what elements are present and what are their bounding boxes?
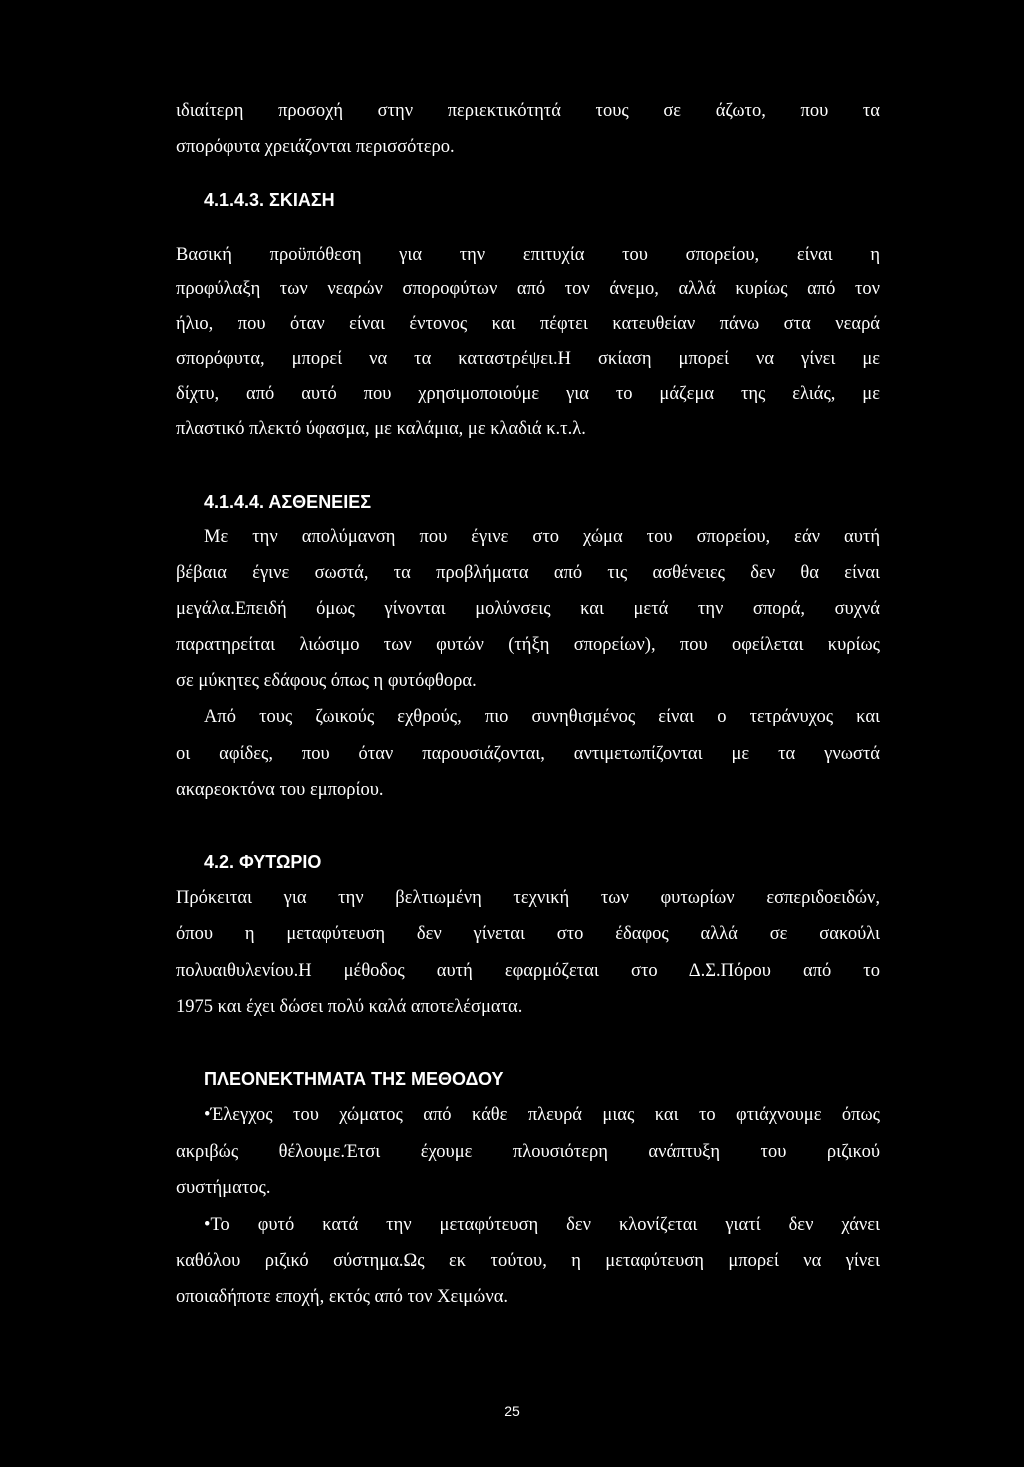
paragraph-line: πλαστικό πλεκτό ύφασμα, με καλάμια, με κλαδιά κ.τ.λ. xyxy=(176,419,586,439)
paragraph-line: παρατηρείται λιώσιμο των φυτών (τήξη σπορείων), που οφείλεται κυρίως xyxy=(176,635,880,655)
bullet-line: •Το φυτό κατά την μεταφύτευση δεν κλονίζεται γιατί δεν χάνει xyxy=(204,1215,880,1235)
paragraph-line: πολυαιθυλενίου.Η μέθοδος αυτή εφαρμόζεται στο Δ.Σ.Πόρου από το xyxy=(176,961,880,981)
paragraph-line: δίχτυ, από αυτό που χρησιμοποιούμε για το μάζεμα της ελιάς, με xyxy=(176,384,880,404)
page-number: 25 xyxy=(504,1403,520,1419)
paragraph-line: Με την απολύμανση που έγινε στο χώμα του σπορείου, εάν αυτή xyxy=(204,527,880,547)
section-heading-pleonektimata: ΠΛΕΟΝΕΚΤΗΜΑΤΑ ΤΗΣ ΜΕΘΟΔΟΥ xyxy=(204,1069,504,1089)
paragraph-line: 1975 και έχει δώσει πολύ καλά αποτελέσματα. xyxy=(176,997,523,1017)
paragraph-line: σπορόφυτα, μπορεί να τα καταστρέψει.Η σκίαση μπορεί να γίνει με xyxy=(176,349,880,369)
paragraph-line: μεγάλα.Επειδή όμως γίνονται μολύνσεις και μετά την σπορά, συχνά xyxy=(176,599,880,619)
paragraph-line: ακαρεοκτόνα του εμπορίου. xyxy=(176,780,384,800)
paragraph-line: βέβαια έγινε σωστά, τα προβλήματα από τις ασθένειες δεν θα είναι xyxy=(176,563,880,583)
section-heading-skiasi: 4.1.4.3. ΣΚΙΑΣΗ xyxy=(204,190,335,210)
paragraph-line: Βασική προϋπόθεση για την επιτυχία του σπορείου, είναι η xyxy=(176,245,880,265)
bullet-line: •Έλεγχος του χώματος από κάθε πλευρά μιας και το φτιάχνουμε όπως xyxy=(204,1105,880,1125)
paragraph-line: προφύλαξη των νεαρών σποροφύτων από τον άνεμο, αλλά κυρίως από τον xyxy=(176,279,880,299)
paragraph-line: οι αφίδες, που όταν παρουσιάζονται, αντιμετωπίζονται με τα γνωστά xyxy=(176,744,880,764)
paragraph-line: Πρόκειται για την βελτιωμένη τεχνική των φυτωρίων εσπεριδοειδών, xyxy=(176,888,880,908)
bullet-line: καθόλου ριζικό σύστημα.Ως εκ τούτου, η μεταφύτευση μπορεί να γίνει xyxy=(176,1251,880,1271)
bullet-line: οποιαδήποτε εποχή, εκτός από τον Χειμώνα. xyxy=(176,1287,509,1307)
paragraph-line: Από τους ζωικούς εχθρούς, πιο συνηθισμένος είναι ο τετράνυχος και xyxy=(204,707,880,727)
paragraph-line: σε μύκητες εδάφους όπως η φυτόφθορα. xyxy=(176,671,477,691)
section-heading-fytorio: 4.2. ΦΥΤΩΡΙΟ xyxy=(204,852,322,872)
intro-line: ιδιαίτερη προσοχή στην περιεκτικότητά τους σε άζωτο, που τα xyxy=(176,101,880,121)
document-page xyxy=(176,0,880,1467)
bullet-line: συστήματος. xyxy=(176,1178,271,1198)
paragraph-line: όπου η μεταφύτευση δεν γίνεται στο έδαφος αλλά σε σακούλι xyxy=(176,924,880,944)
section-heading-astheneies: 4.1.4.4. ΑΣΘΕΝΕΙΕΣ xyxy=(204,492,372,512)
intro-line: σπορόφυτα χρειάζονται περισσότερο. xyxy=(176,137,455,157)
bullet-line: ακριβώς θέλουμε.Έτσι έχουμε πλουσιότερη ανάπτυξη του ριζικού xyxy=(176,1142,880,1162)
paragraph-line: ήλιο, που όταν είναι έντονος και πέφτει κατευθείαν πάνω στα νεαρά xyxy=(176,314,880,334)
